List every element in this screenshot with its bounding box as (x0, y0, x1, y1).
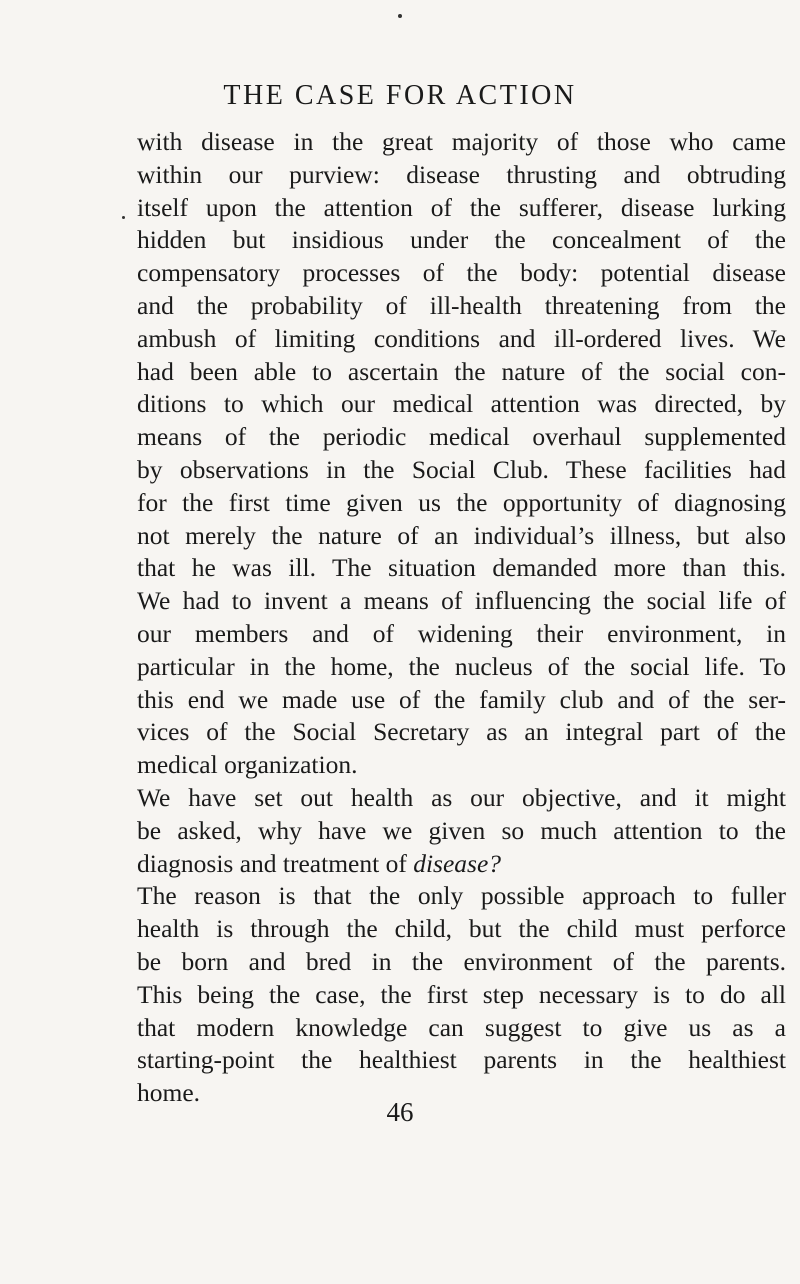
text-line: vices of the Social Secretary as an integral part of the (137, 717, 786, 747)
text-line: hidden but insidious under the concealment of the (137, 225, 786, 255)
text-line: We have set out health as our objective, and it might (137, 782, 786, 812)
body-text (137, 126, 786, 1110)
emphasized-word: disease? (413, 848, 502, 878)
text-line: compensatory processes of the body: potential disease (137, 258, 786, 288)
text-line: This being the case, the first step necessary is to do all (137, 979, 786, 1009)
text-line: that he was ill. The situation demanded more than this. (137, 553, 786, 583)
text-line: health is through the child, but the child must perforce (137, 914, 786, 944)
text-line: for the first time given us the opportunity of diagnosing (137, 487, 786, 517)
text-line: with disease in the great majority of those who came (137, 127, 786, 156)
text-line: particular in the home, the nucleus of the social life. To (137, 651, 786, 681)
text-line: this end we made use of the family club and of the ser- (137, 684, 786, 714)
text-line: that modern knowledge can suggest to give us as a (137, 1012, 786, 1042)
text-line: be asked, why have we given so much attention to the (137, 815, 786, 845)
running-head: THE CASE FOR ACTION (223, 80, 577, 111)
text-line: We had to invent a means of influencing the social life of (137, 586, 786, 616)
text-line: within our purview: disease thrusting and obtruding (137, 159, 786, 189)
text-line: ambush of limiting conditions and ill-ordered lives. We (137, 323, 786, 353)
print-speck (398, 14, 402, 18)
text-line: by observations in the Social Club. These facilities had (137, 454, 786, 484)
text-line: had been able to ascertain the nature of the social con- (137, 356, 786, 386)
page-number: 46 (386, 1097, 414, 1127)
text-line: starting-point the healthiest parents in the healthiest (137, 1045, 786, 1075)
text-line: The reason is that the only possible approach to fuller (137, 881, 786, 911)
print-speck (122, 216, 125, 219)
text-line: itself upon the attention of the sufferer, disease lurking (137, 192, 786, 222)
text-line: and the probability of ill-health threatening from the (137, 290, 786, 320)
text-line: be born and bred in the environment of the parents. (137, 946, 786, 976)
text-line: home. (137, 1078, 201, 1108)
text-line: medical organization. (137, 750, 358, 780)
text-line: ditions to which our medical attention was directed, by (137, 389, 786, 419)
text-line: our members and of widening their environment, in (137, 618, 786, 648)
text-run: diagnosis and treatment of (137, 848, 414, 878)
text-line (137, 848, 786, 881)
text-line: means of the periodic medical overhaul supplemented (137, 422, 786, 452)
text-line: not merely the nature of an individual’s illness, but also (137, 520, 786, 550)
